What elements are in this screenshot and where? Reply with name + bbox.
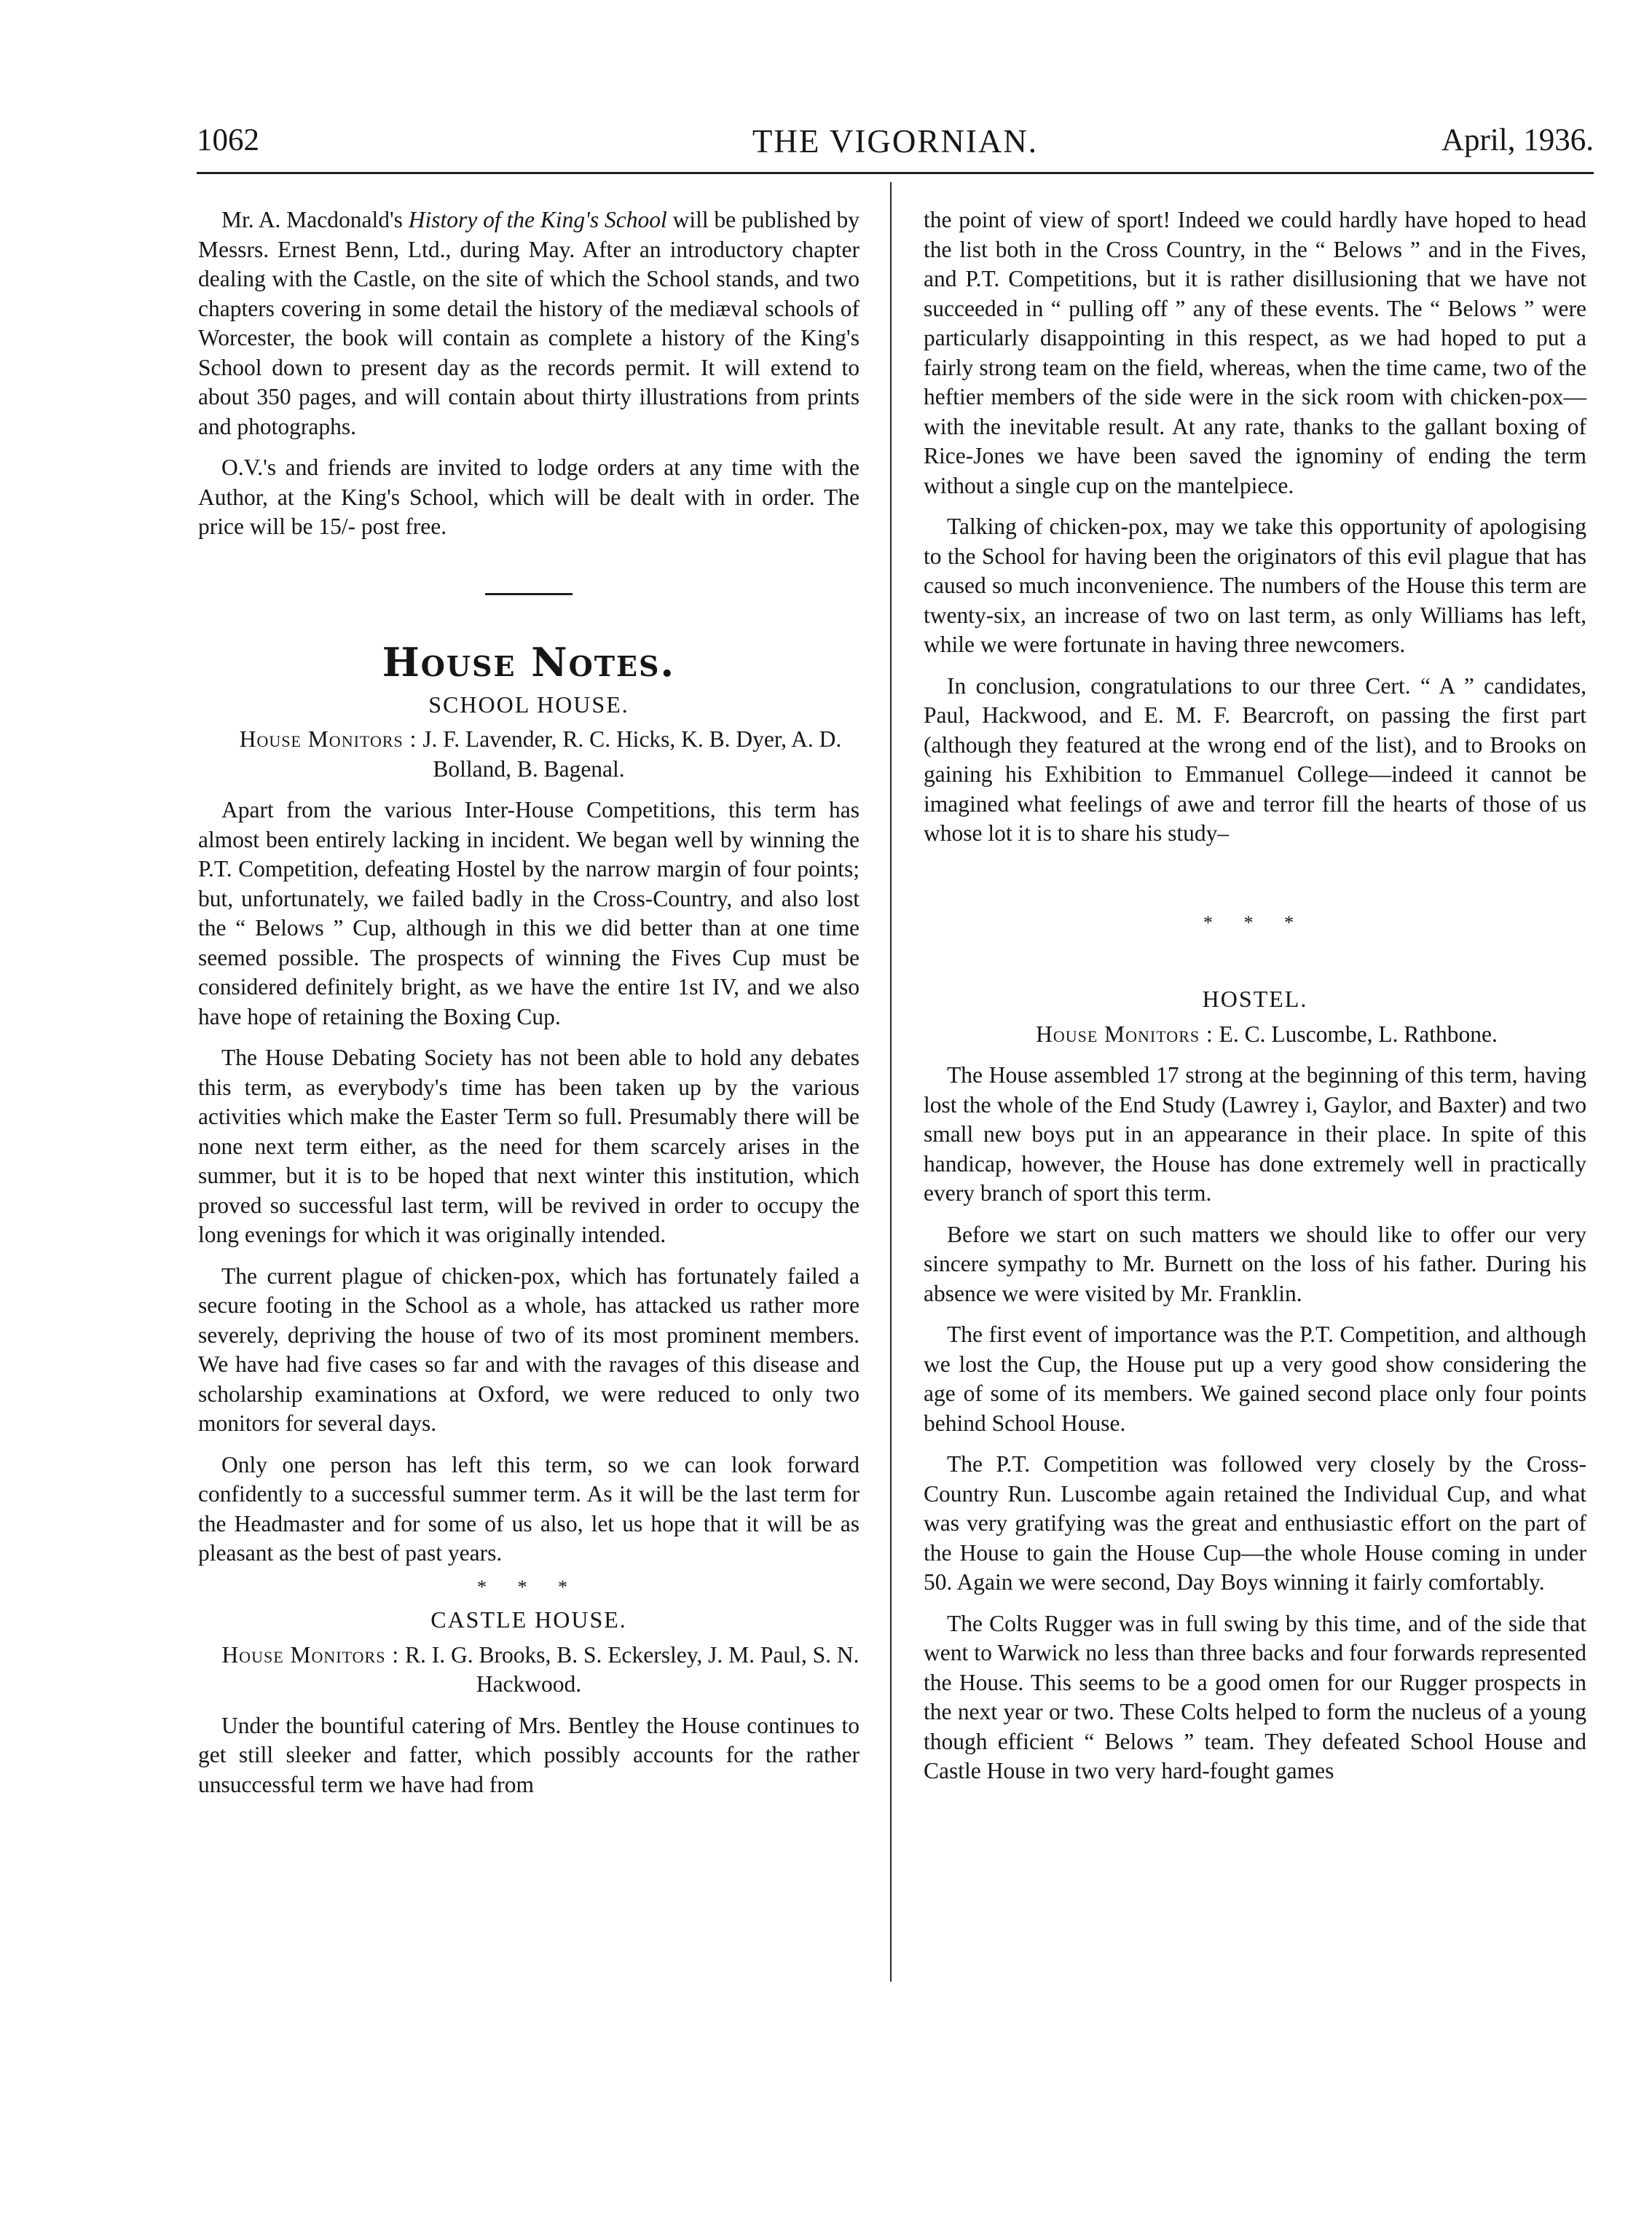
separator-stars: * * * (1203, 911, 1307, 933)
monitors-names: E. C. Luscombe, L. Rathbone. (1213, 1021, 1498, 1047)
hostel-paragraph: The Colts Rugger was in full swing by this time, and of the side that went to Warwick no less than three backs and four forwards represented the House. This seems to be a good omen for our Rugger prospects in the next year or two. These Colts helped to form the nucleus of a young though efficient “ Belows ” team. They defeated School House and Castle House in two very hard-fought games (924, 1610, 1586, 1783)
book-announcement-text-b: will be published by Messrs. Ernest Benn, Ltd., during May. After an introductory chapter dealing with the Castle, on the site of which the School stands, and two chapters covering in some detail the history of the mediæval schools of Worcester, the book will contain as complete a history of the King's School down to present day as the records permit. It will extend to about 350 pages, and will contain about thirty illustrations from prints and photographs. (198, 207, 860, 439)
spacer (924, 860, 1586, 904)
page-number: 1062 (197, 123, 259, 157)
castle-house-paragraph: Under the bountiful catering of Mrs. Bentley the House continues to get still sleeker and fatter, which possibly accounts for the rather unsuccessful term we have had from (198, 1712, 860, 1797)
castle-house-heading: CASTLE HOUSE. (430, 1606, 627, 1633)
section-title: House Notes. (382, 638, 676, 686)
monitors-names: J. F. Lavender, R. C. Hicks, K. B. Dyer, A. D. Bolland, B. Bagenal. (417, 726, 842, 782)
issue-date: April, 1936. (1441, 123, 1594, 157)
school-house-monitors (198, 725, 860, 784)
school-house-paragraph: Apart from the various Inter-House Competitions, this term has almost been entirely lacking in incident. We began well by winning the P.T. Competition, defeating Hostel by the narrow margin of four points; but, unfortunately, we failed badly in the Cross-Country, and also lost the “ Belows ” Cup, although in this we did better than at one time seemed possible. The prospects of winning the Fives Cup must be considered definitely bright, as we have the entire 1st IV, and we also have hope of retaining the Boxing Cup. (198, 797, 860, 1029)
section-rule (485, 593, 573, 595)
hostel-monitors (924, 1020, 1586, 1050)
monitors-label: House Monitors : (221, 1641, 400, 1668)
column-divider (890, 182, 892, 1982)
monitors-names: R. I. G. Brooks, B. S. Eckersley, J. M. Paul, S. N. Hackwood. (399, 1641, 860, 1697)
hostel-heading: HOSTEL. (1202, 986, 1308, 1012)
left-column (198, 205, 860, 1811)
spacer (924, 941, 1586, 984)
castle-house-paragraph: the point of view of sport! Indeed we could hardly have hoped to head the list both in the Cross Country, in the “ Belows ” and in the Fives, and P.T. Competitions, but it is rather disillusioning that we have not succeeded in “ pulling off ” any of these events. The “ Belows ” were particularly disappointing in this respect, as we had hoped to put a fairly strong team on the field, whereas, when the time came, two of the heftier members of the side were in the sick room with chicken-pox—with the inevitable result. At any rate, thanks to the gallant boxing of Rice-Jones we have been saved the ignominy of ending the term without a single cup on the mantelpiece. (924, 207, 1586, 498)
castle-house-paragraph: In conclusion, congratulations to our three Cert. “ A ” candidates, Paul, Hackwood, and E. M. F. Bearcroft, on passing the first part (although they featured at the wrong end of the list), and to Brooks on gaining his Exhibition to Emmanuel College—indeed it cannot be imagined what feelings of awe and terror fill the hearts of those of us whose lot it is to share his study– (924, 672, 1586, 846)
school-house-heading: SCHOOL HOUSE. (428, 691, 629, 718)
school-house-paragraph: The current plague of chicken-pox, which has fortunately failed a secure footing in the School as a whole, has attacked us rather more severely, depriving the house of two of its most prominent members. We have had five cases so far and with the ravages of this disease and scholarship examinations at Oxford, we were reduced to only two monitors for several days. (198, 1263, 860, 1436)
school-house-paragraph: Only one person has left this term, so we can look forward confidently to a successful summer term. As it will be the last term for the Headmaster and for some of us also, let us hope that it will be as pleasant as the best of past years. (198, 1451, 860, 1566)
monitors-label: House Monitors : (239, 726, 417, 752)
right-column (924, 205, 1586, 1798)
separator-stars: * * * (477, 1576, 581, 1598)
running-header (197, 122, 1594, 169)
hostel-paragraph: The House assembled 17 strong at the beginning of this term, having lost the whole of the End Study (Lawrey i, Gaylor, and Baxter) and two small new boys put in an appearance in their place. In spite of this handicap, however, the House has done extremely well in practically every branch of sport this term. (924, 1062, 1586, 1206)
castle-house-paragraph: Talking of chicken-pox, may we take this opportunity of apologising to the School for having been the originators of this evil plague that has caused so much inconvenience. The numbers of the House this term are twenty-six, an increase of two on last term, as only Williams has left, while we were fortunate in having three newcomers. (924, 514, 1586, 657)
monitors-label: House Monitors : (1036, 1021, 1214, 1047)
order-notice: O.V.'s and friends are invited to lodge orders at any time with the Author, at the King's School, which will be dealt with in order. The price will be 15/- post free. (198, 455, 860, 539)
hostel-paragraph: Before we start on such matters we should like to offer our very sincere sympathy to Mr. Burnett on the loss of his father. During his absence we were visited by Mr. Franklin. (924, 1221, 1586, 1306)
hostel-paragraph: The first event of importance was the P.T. Competition, and although we lost the Cup, the House put up a very good show considering the age of some of its members. We gained second place only four points behind School House. (924, 1322, 1586, 1436)
hostel-paragraph: The P.T. Competition was followed very closely by the Cross-Country Run. Luscombe again retained the Individual Cup, and what was very gratifying was the great and enthusiastic effort on the part of the House to gain the House Cup—the whole House coming in under 50. Again we were second, Day Boys winning it fairly comfortably. (924, 1451, 1586, 1595)
book-title: History of the King's School (408, 207, 667, 232)
castle-house-monitors (198, 1641, 860, 1700)
header-rule (197, 172, 1594, 174)
book-announcement (198, 205, 860, 441)
school-house-paragraph: The House Debating Society has not been able to hold any debates this term, as everybody's time has been taken up by the various activities which make the Easter Term so full. Presumably there will be none next term either, as the need for them scarcely arises in the summer, but it is to be hoped that next winter this institution, which proved so successful last term, will be revived in order to occupy the long evenings for which it was originally intended. (198, 1045, 860, 1247)
book-announcement-text-a: Mr. A. Macdonald's (221, 207, 409, 232)
magazine-title: THE VIGORNIAN. (752, 123, 1039, 160)
